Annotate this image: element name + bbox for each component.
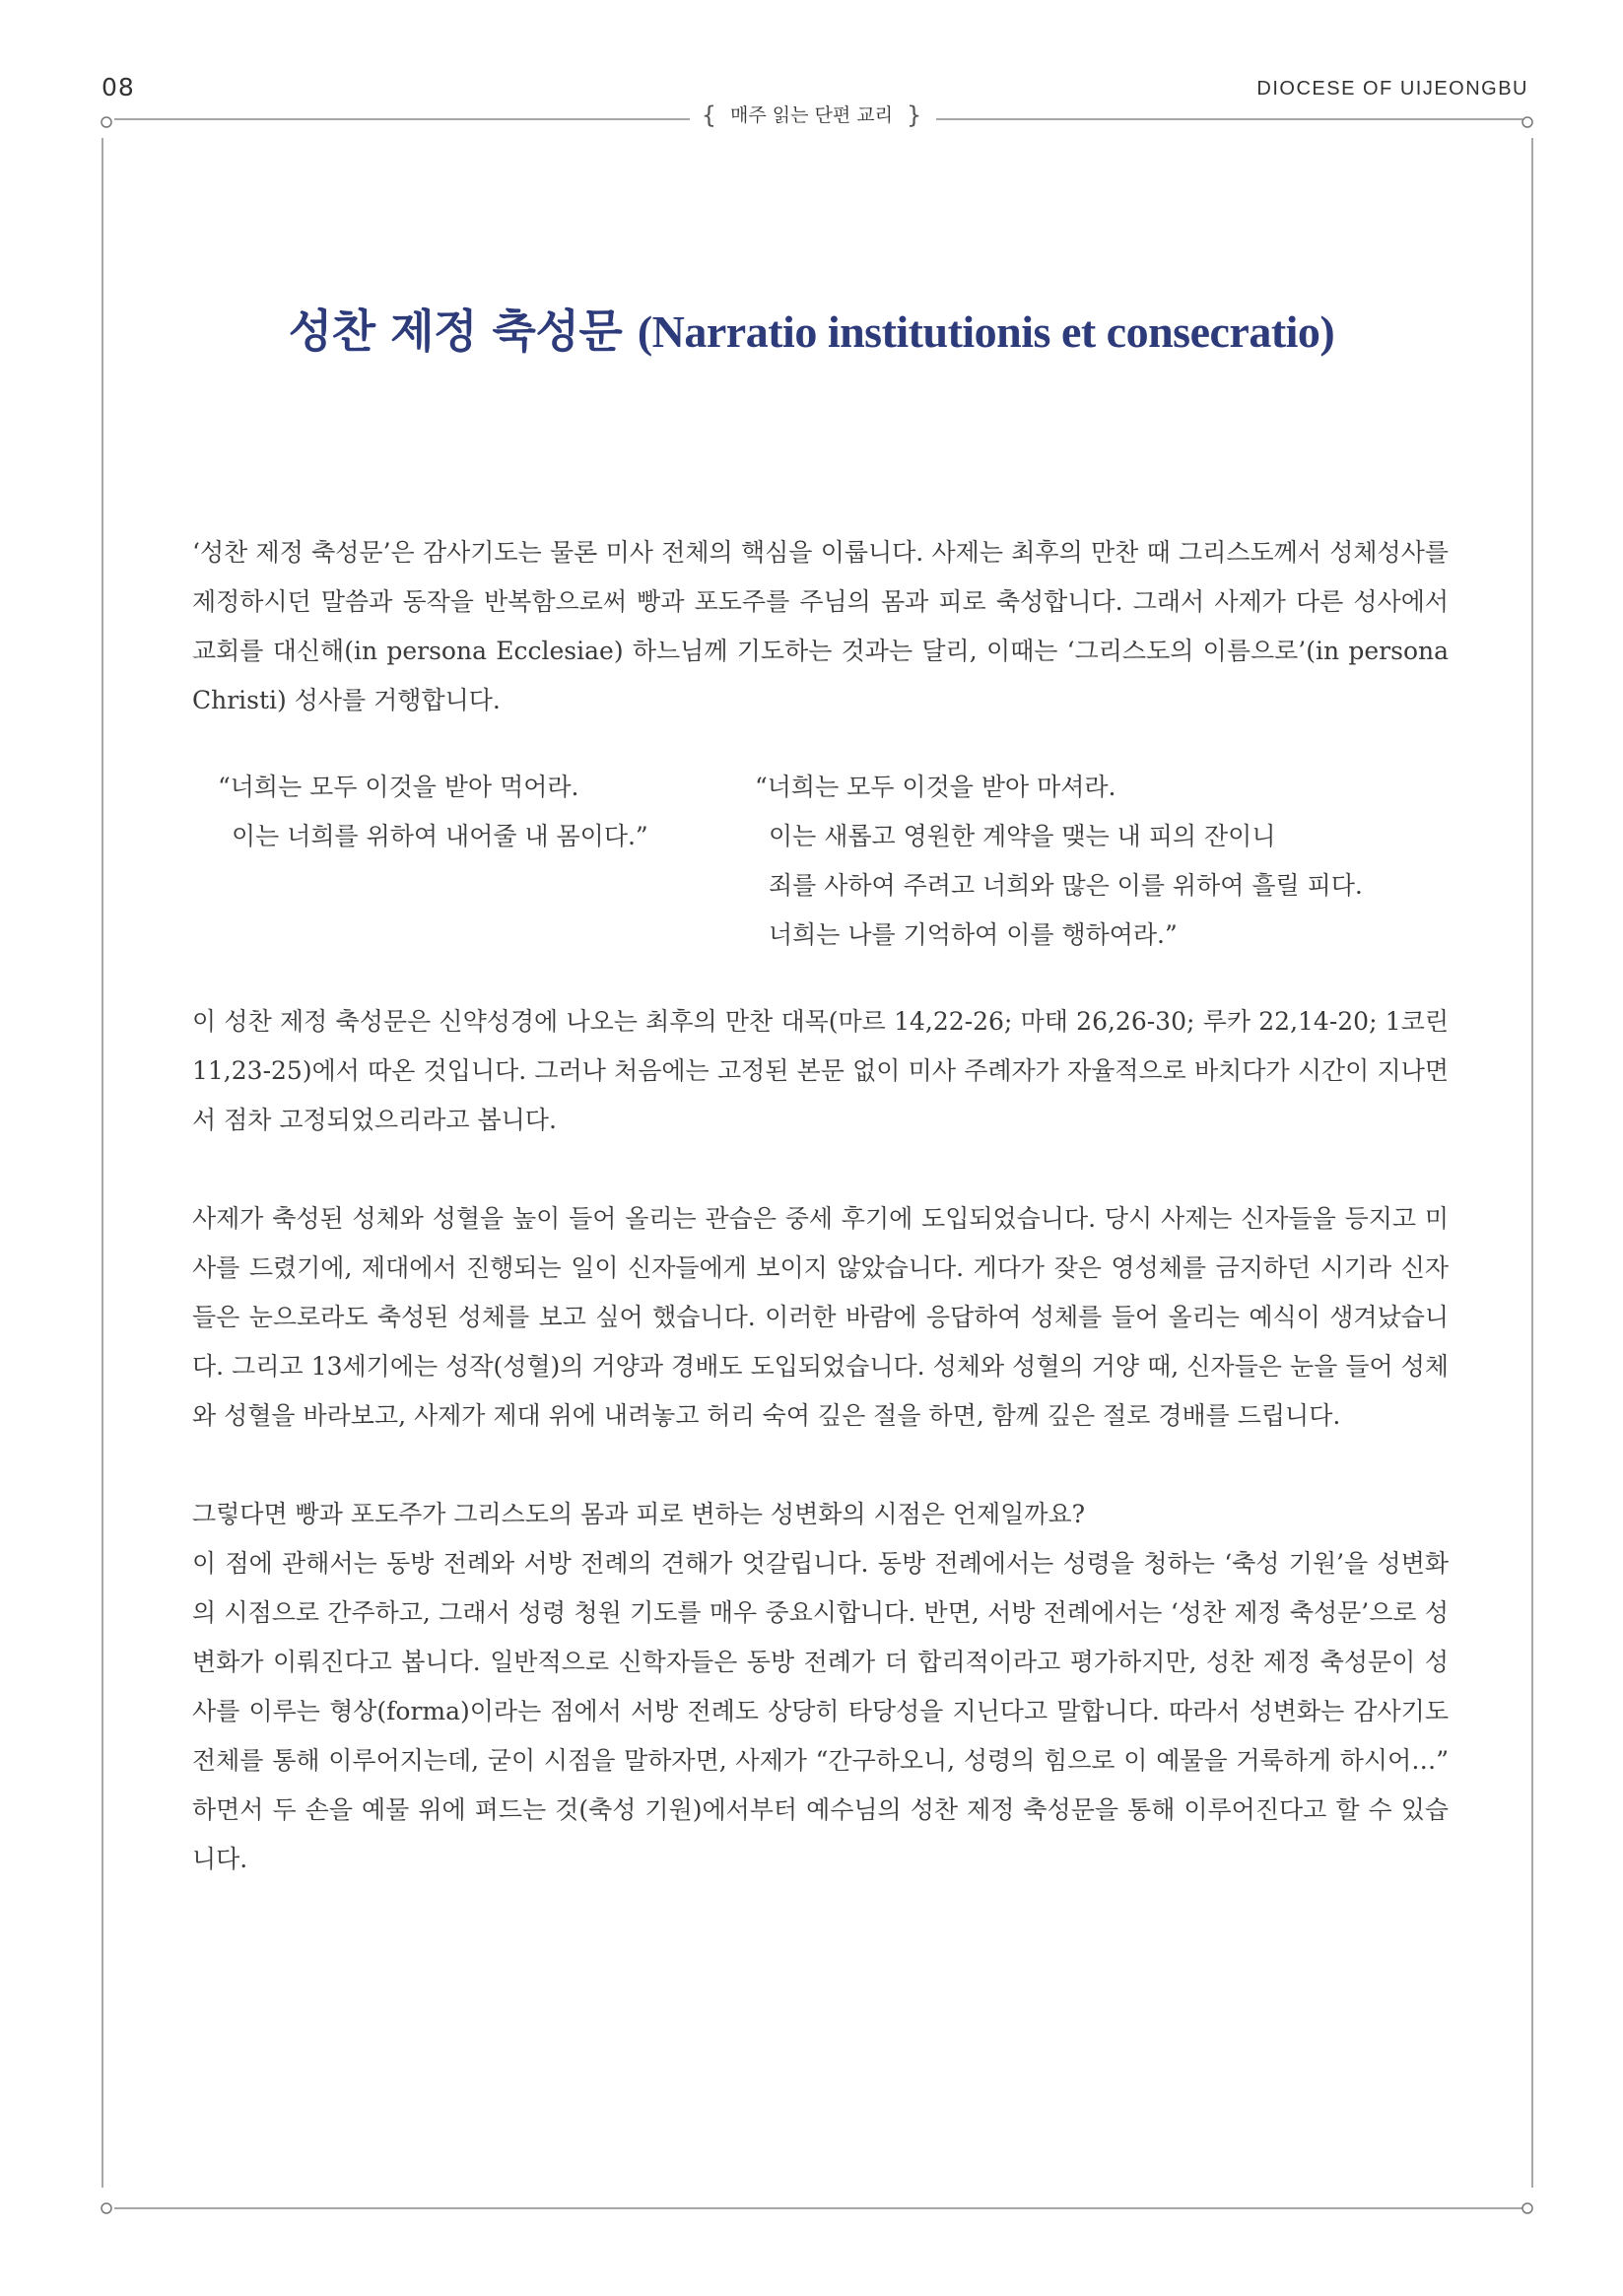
quote-bread bbox=[192, 763, 755, 960]
paragraph-intro: ‘성찬 제정 축성문’은 감사기도는 물론 미사 전체의 핵심을 이룹니다. 사제는 최후의 만찬 때 그리스도께서 성체성사를 제정하시던 말씀과 동작을 반복함으로써 빵과 포도주를 주님의 몸과 피로 축성합니다. 그래서 사제가 다른 성사에서 교회를 대신해(in persona Ecclesiae) 하느님께 기도하는 것과는 달리, 이때는 ‘그리스도의 이름으로’(in persona Christi) 성사를 거행합니다. bbox=[192, 538, 1449, 714]
publisher-name: DIOCESE OF UIJEONGBU bbox=[1256, 78, 1528, 100]
paragraph-question: 그렇다면 빵과 포도주가 그리스도의 몸과 피로 변하는 성변화의 시점은 언제일까요? bbox=[192, 1500, 1086, 1528]
paragraph-source: 이 성찬 제정 축성문은 신약성경에 나오는 최후의 만찬 대목(마르 14,22-26; 마태 26,26-30; 루카 22,14-20; 1코린 11,23-25)에서 따온 것입니다. 그러나 처음에는 고정된 본문 없이 미사 주례자가 자율적으로 바치다가 시간이 지나면서 점차 고정되었으리라고 봅니다. bbox=[192, 1007, 1449, 1134]
page-title bbox=[0, 296, 1623, 361]
quote-wine-line: “너희는 모두 이것을 받아 마셔라. bbox=[755, 773, 1116, 801]
brace-open: { bbox=[701, 101, 716, 129]
paragraph-answer: 이 점에 관해서는 동방 전례와 서방 전례의 견해가 엇갈립니다. 동방 전례에서는 성령을 청하는 ‘축성 기원’을 성변화의 시점으로 간주하고, 그래서 성령 청원 기도를 매우 중요시합니다. 반면, 서방 전례에서는 ‘성찬 제정 축성문’으로 성변화가 이뤄진다고 봅니다. 일반적으로 신학자들은 동방 전례가 더 합리적이라고 평가하지만, 성찬 제정 축성문이 성사를 이루는 형상(forma)이라는 점에서 서방 전례도 상당히 타당성을 지닌다고 말합니다. 따라서 성변화는 감사기도 전체를 통해 이루어지는데, 굳이 시점을 말하자면, 사제가 “간구하오니, 성령의 힘으로 이 예물을 거룩하게 하시어…” 하면서 두 손을 예물 위에 펴드는 것(축성 기원)에서부터 예수님의 성찬 제정 축성문을 통해 이루어진다고 할 수 있습니다. bbox=[192, 1549, 1449, 1873]
article-body bbox=[192, 528, 1449, 1884]
page-number: 08 bbox=[101, 73, 135, 101]
series-header bbox=[0, 101, 1623, 129]
title-latin: (Narratio institutionis et consecratio) bbox=[637, 306, 1335, 357]
consecration-quotes bbox=[192, 763, 1449, 960]
brace-close: } bbox=[907, 101, 922, 129]
quote-bread-line: 이는 너희를 위하여 내어줄 내 몸이다.” bbox=[232, 822, 648, 850]
quote-wine-line: 죄를 사하여 주려고 너희와 많은 이를 위하여 흘릴 피다. bbox=[769, 871, 1363, 900]
quote-wine bbox=[755, 763, 1449, 960]
quote-wine-line: 이는 새롭고 영원한 계약을 맺는 내 피의 잔이니 bbox=[769, 822, 1276, 850]
quote-wine-line: 너희는 나를 기억하여 이를 행하여라.” bbox=[769, 920, 1178, 949]
series-title: 매주 읽는 단편 교리 bbox=[730, 104, 893, 126]
title-korean: 성찬 제정 축성문 bbox=[288, 304, 623, 358]
corner-dot-bottom-left bbox=[101, 2203, 111, 2213]
quote-bread-line: “너희는 모두 이것을 받아 먹어라. bbox=[218, 773, 579, 801]
paragraph-elevation: 사제가 축성된 성체와 성혈을 높이 들어 올리는 관습은 중세 후기에 도입되었습니다. 당시 사제는 신자들을 등지고 미사를 드렸기에, 제대에서 진행되는 일이 신자들에게 보이지 않았습니다. 게다가 잦은 영성체를 금지하던 시기라 신자들은 눈으로라도 축성된 성체를 보고 싶어 했습니다. 이러한 바람에 응답하여 성체를 들어 올리는 예식이 생겨났습니다. 그리고 13세기에는 성작(성혈)의 거양과 경배도 도입되었습니다. 성체와 성혈의 거양 때, 신자들은 눈을 들어 성체와 성혈을 바라보고, 사제가 제대 위에 내려놓고 허리 숙여 깊은 절을 하면, 함께 깊은 절로 경배를 드립니다. bbox=[192, 1204, 1449, 1430]
corner-dot-bottom-right bbox=[1522, 2203, 1532, 2213]
